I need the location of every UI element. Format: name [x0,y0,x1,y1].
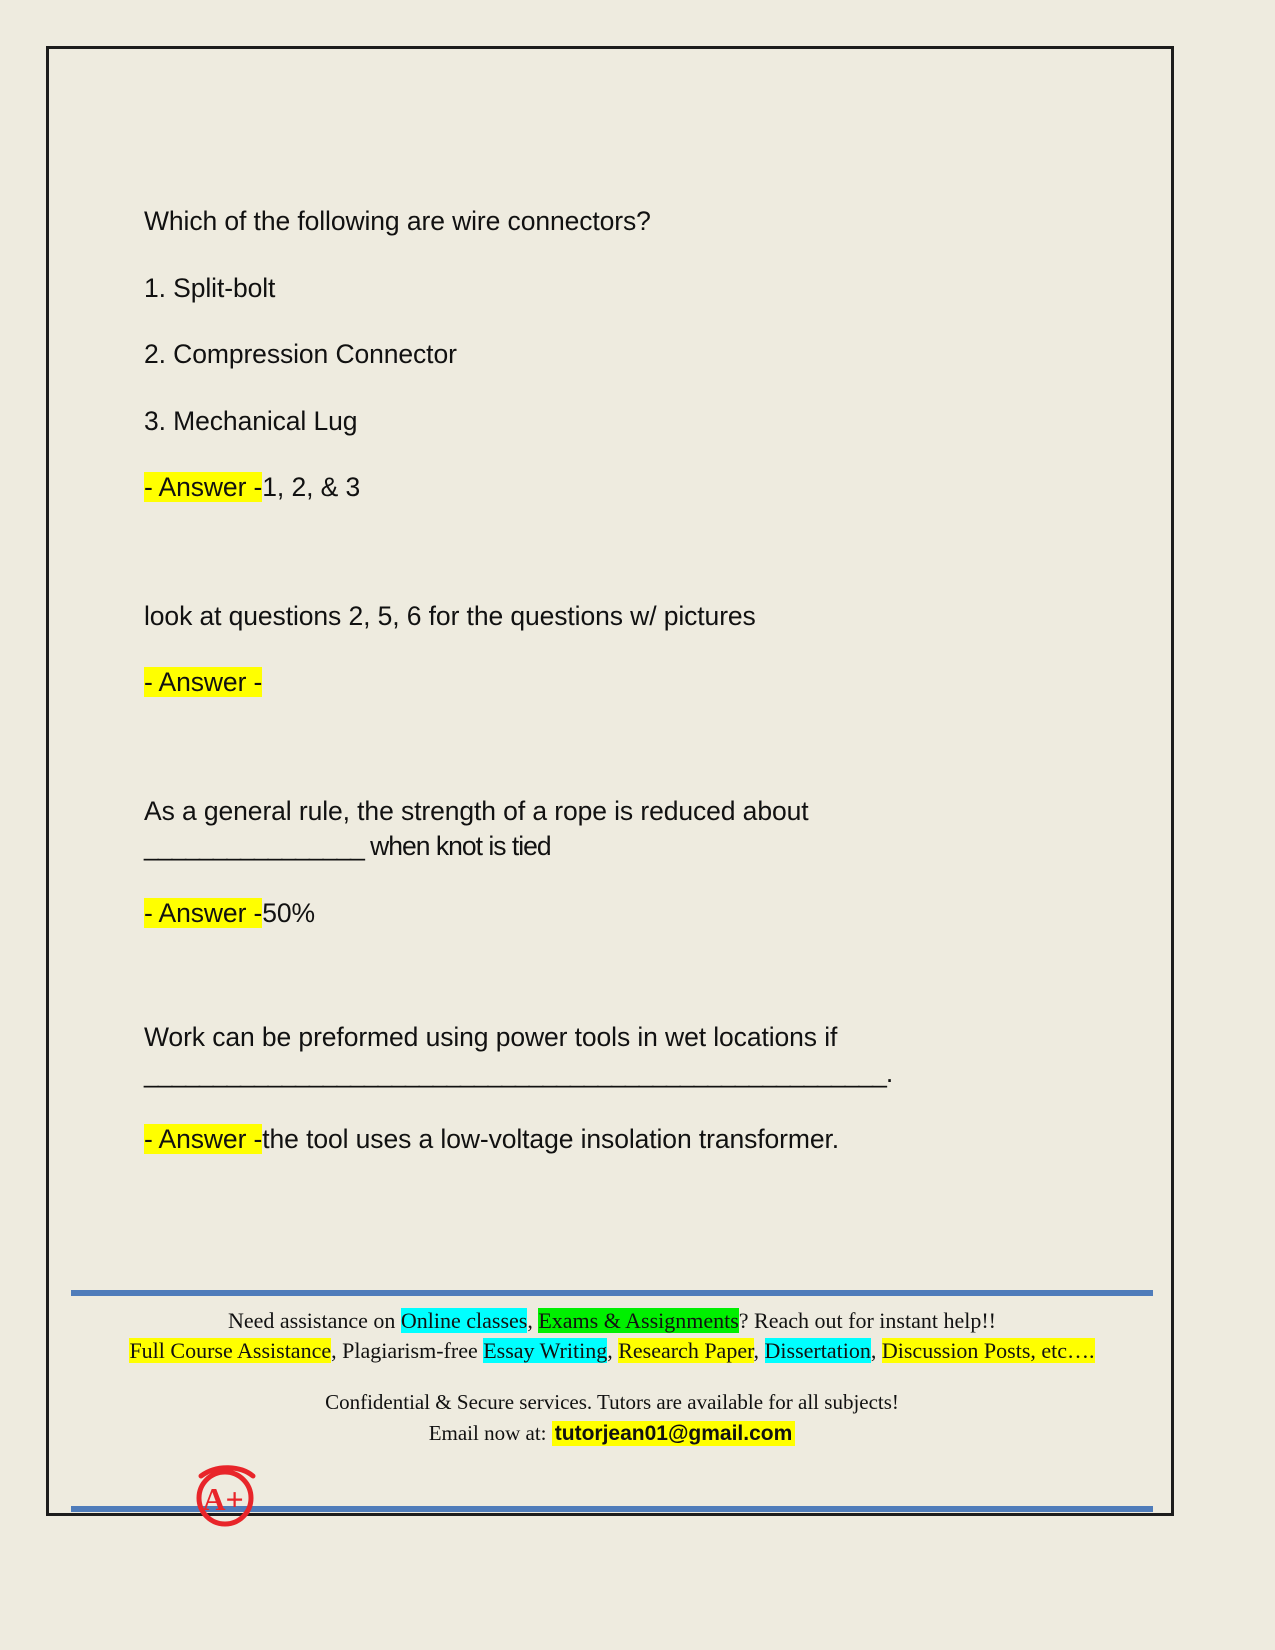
footer [71,1290,1153,1517]
document-body [144,204,1084,1189]
footer-text-part: , Plagiarism-free [331,1338,484,1363]
footer-text-part: , [870,1338,882,1363]
answer-label: - Answer - [144,472,263,502]
footer-text-part: , [753,1338,765,1363]
section-spacer [144,962,1084,1020]
answer-line [144,1122,1084,1158]
footer-text-part: , [527,1308,539,1333]
footer-highlight-exams-assignments: Exams & Assignments [538,1308,739,1333]
footer-line-email [71,1421,1153,1446]
footer-line-services [71,1308,1153,1334]
answer-label: - Answer - [144,667,263,697]
question-text-line2: ________________ when knot is tied [144,831,551,861]
footer-content [71,1308,1153,1517]
a-plus-grade-icon [191,1460,263,1532]
answer-value: 50% [262,897,316,928]
answer-label: - Answer - [144,1124,263,1154]
footer-highlight-full-course-assistance: Full Course Assistance [129,1338,332,1363]
footer-highlight-dissertation: Dissertation [764,1338,871,1363]
answer-label: - Answer - [144,897,263,928]
question-text-line1: Work can be preformed using power tools in wet locations if [144,1022,838,1052]
question-text [144,794,1084,865]
footer-email-address[interactable]: tutorjean01@gmail.com [552,1421,796,1446]
footer-text-part: , [607,1338,619,1363]
section-spacer [144,732,1084,794]
footer-highlight-research-paper: Research Paper [618,1338,754,1363]
question-text-line1: As a general rule, the strength of a rope is reduced about [144,795,809,826]
footer-line-offerings [71,1338,1153,1364]
answer-line [144,665,1084,701]
section-spacer [144,537,1084,599]
question-option: 3. Mechanical Lug [144,405,358,436]
footer-highlight-online-classes: Online classes [400,1308,528,1333]
question-text: look at questions 2, 5, 6 for the questions w/ pictures [144,600,756,631]
question-text: Which of the following are wire connectors? [144,206,651,236]
question-option: 1. Split-bolt [144,272,276,303]
answer-value: the tool uses a low-voltage insolation transformer. [262,1124,840,1154]
question-text [144,1020,1084,1091]
svg-text:A+: A+ [202,1481,244,1517]
footer-divider-top [71,1290,1153,1296]
footer-text-part: ? Reach out for instant help!! [738,1308,996,1333]
footer-highlight-discussion-posts: Discussion Posts, etc…. [881,1338,1095,1363]
footer-email-label: Email now at: [428,1421,547,1445]
question-text-line2: ______________________________________________________. [144,1057,893,1088]
footer-text-part: Need assistance on [227,1308,401,1333]
footer-highlight-essay-writing: Essay Writing [483,1338,608,1363]
document-page-frame [46,46,1174,1516]
answer-line [144,896,1084,932]
answer-value: 1, 2, & 3 [262,472,361,502]
footer-line-confidential: Confidential & Secure services. Tutors are available for all subjects! [325,1390,899,1414]
question-option: 2. Compression Connector [144,339,457,369]
answer-line [144,470,1084,506]
